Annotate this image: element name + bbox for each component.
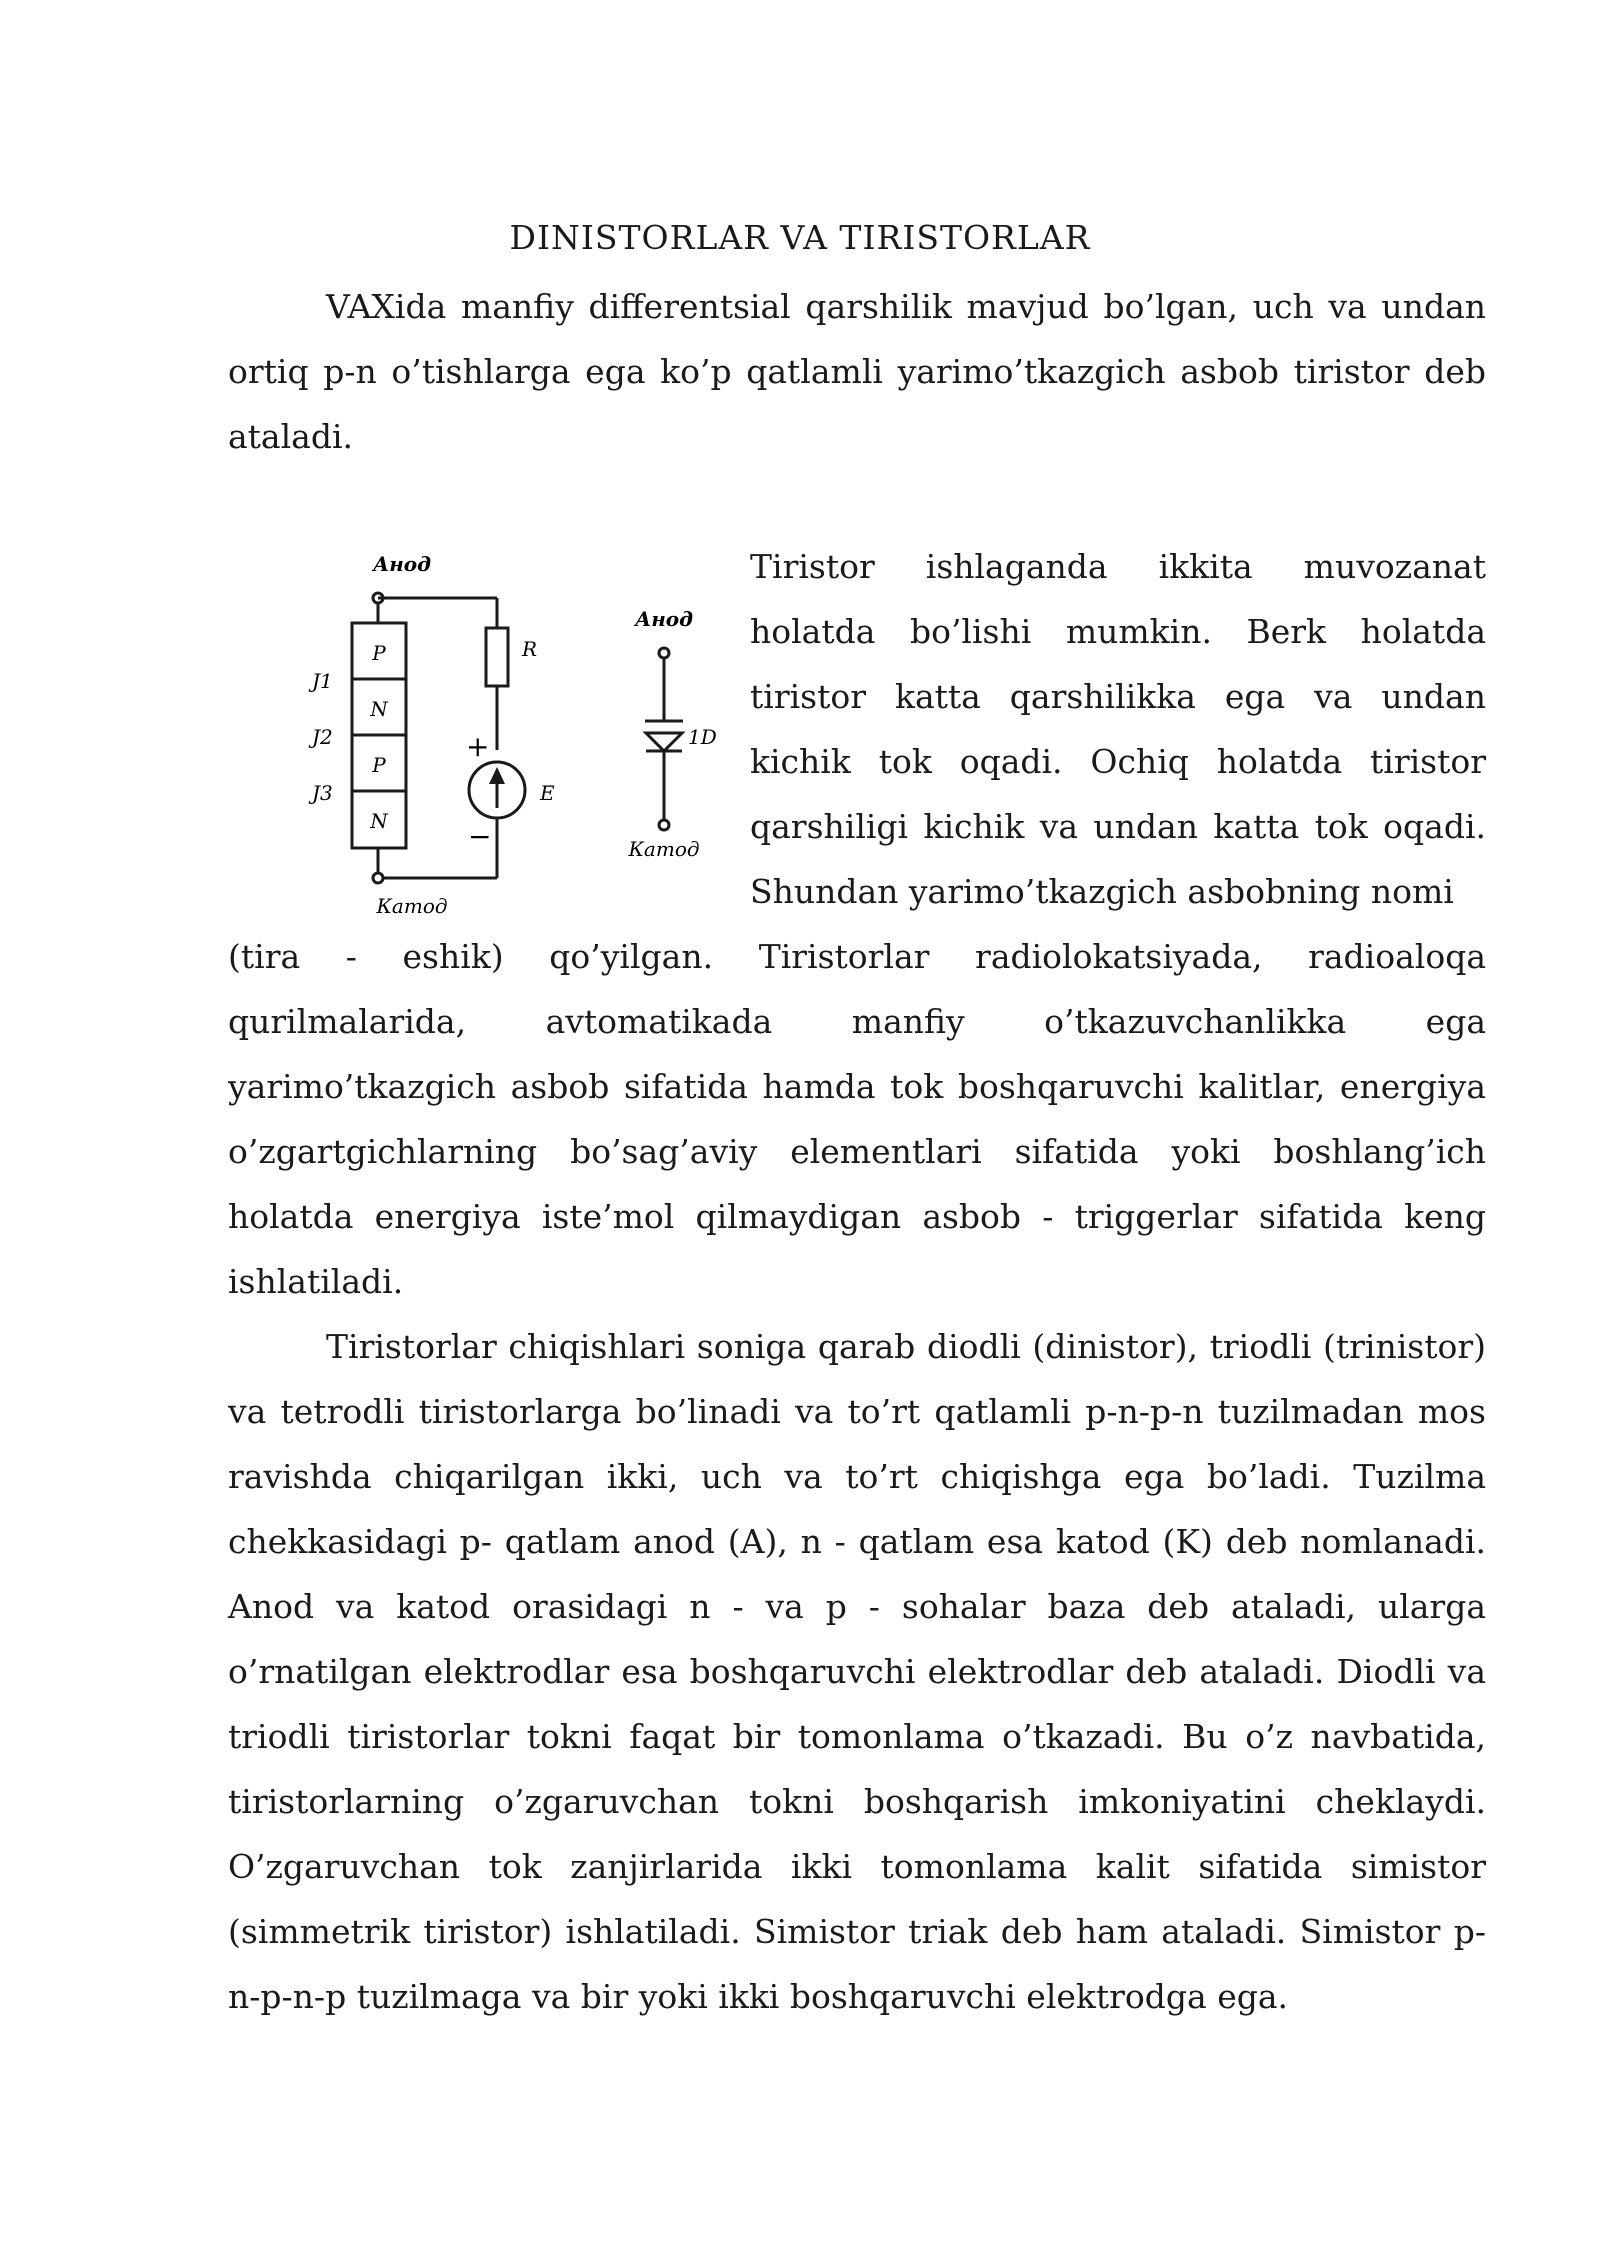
- diode-label: 1D: [688, 725, 717, 749]
- paragraph-applications: (tira - eshik) qo’yilgan. Tiristorlar radiolokatsiyada, radioaloqa qurilmalarida, avtomatikada manfiy o’tkazuvchanlikka ega yarimo’tkazgich asbob sifatida hamda tok boshqaruvchi kalitlar, energiya o’zgartgichlarning bo’sag’aviy elementlari sifatida yoki boshlang’ich holatda energiya iste’mol qilmaydigan asbob - triggerlar sifatida keng ishlatiladi.: [228, 937, 1486, 1301]
- junction-j3-label: J3: [312, 781, 333, 805]
- diode-cathode-label: Катод: [628, 837, 700, 861]
- anode-label: Анод: [372, 552, 432, 576]
- diode-anode-label: Анод: [634, 607, 694, 631]
- junction-j1-label: J1: [312, 669, 333, 693]
- paragraph-classification: Tiristorlar chiqishlari soniga qarab diodli (dinistor), triodli (trinistor) va tetrodli tiristorlarga bo’linadi va to’rt qatlamli p-n-p-n tuzilmadan mos ravishda chiqarilgan ikki, uch va to’rt chiqishga ega bo’ladi. Tuzilma chekkasidagi p- qatlam anod (A), n - qatlam esa katod (K) deb nomlanadi. Anod va katod orasidagi n - va p - sohalar baza deb ataladi, ularga o’rnatilgan elektrodlar esa boshqaruvchi elektrodlar deb ataladi. Diodli va triodli tiristorlar tokni faqat bir tomonlama o’tkazadi. Bu o’z navbatida, tiristorlarning o’zgaruvchan tokni boshqarish imkoniyatini cheklaydi. O’zgaruvchan tok zanjirlarida ikki tomonlama kalit sifatida simistor (simmetrik tiristor) ishlatiladi. Simistor triak deb ham ataladi. Simistor p-n-p-n-p tuzilmaga va bir yoki ikki boshqaruvchi elektrodga ega.: [228, 1327, 1486, 2016]
- minus-sign: −: [468, 820, 492, 853]
- resistor-label: R: [522, 637, 538, 661]
- thyristor-circuit-figure: [290, 538, 730, 928]
- layer-n1-label: N: [370, 697, 388, 721]
- junction-j2-label: J2: [312, 725, 333, 749]
- thyristor-circuit-diagram: [290, 538, 730, 928]
- source-label: E: [540, 781, 555, 805]
- document-title: DINISTORLAR VA TIRISTORLAR: [509, 218, 1091, 257]
- layer-n2-label: N: [370, 809, 388, 833]
- plus-sign: +: [466, 730, 490, 763]
- paragraph-states-wrapped: Tiristor ishlaganda ikkita muvozanat holatda bo’lishi mumkin. Berk holatda tiristor katta qarshilikka ega va undan kichik tok oqadi. Ochiq holatda tiristor qarshiligi kichik va undan katta tok oqadi. Shundan yarimo’tkazgich asbobning nomi: [750, 547, 1486, 911]
- layer-p1-label: P: [372, 641, 386, 665]
- cathode-label: Катод: [376, 894, 448, 918]
- paragraph-definition: VAXida manfiy differentsial qarshilik mavjud bo’lgan, uch va undan ortiq p-n o’tishlarga ega ko’p qatlamli yarimo’tkazgich asbob tiristor deb ataladi.: [228, 287, 1486, 456]
- layer-p2-label: P: [372, 753, 386, 777]
